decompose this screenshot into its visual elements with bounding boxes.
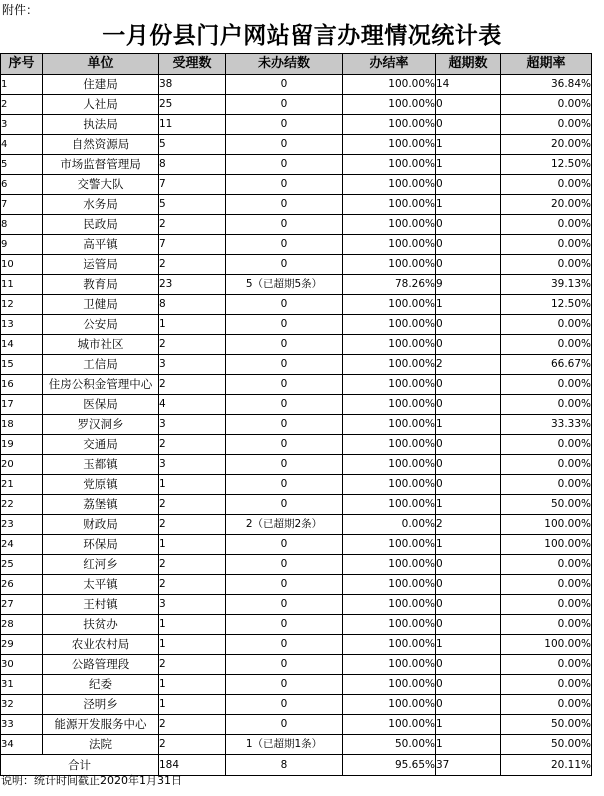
- cell-accepted: 2: [159, 495, 226, 515]
- cell-accepted: 11: [159, 115, 226, 135]
- cell-unit: 法院: [43, 735, 159, 755]
- cell-overdue-rate: 0.00%: [501, 235, 592, 255]
- cell-overdue: 1: [436, 635, 501, 655]
- footnote: 说明：统计时间截止2020年1月31日: [1, 774, 182, 787]
- cell-overdue: 0: [436, 675, 501, 695]
- cell-overdue-rate: 0.00%: [501, 675, 592, 695]
- cell-overdue: 0: [436, 215, 501, 235]
- table-row: [1, 395, 592, 415]
- table-row: [1, 555, 592, 575]
- cell-index: 33: [1, 715, 43, 735]
- cell-index: 34: [1, 735, 43, 755]
- cell-unfinished: 1（已超期1条）: [226, 735, 343, 755]
- cell-overdue: 0: [436, 315, 501, 335]
- cell-overdue-rate: 0.00%: [501, 595, 592, 615]
- cell-completion-rate: 100.00%: [343, 295, 436, 315]
- table-row: [1, 135, 592, 155]
- table-row: [1, 315, 592, 335]
- cell-unit: 泾明乡: [43, 695, 159, 715]
- cell-unfinished: 0: [226, 315, 343, 335]
- cell-unit: 农业农村局: [43, 635, 159, 655]
- cell-unfinished: 0: [226, 75, 343, 95]
- table-row: [1, 355, 592, 375]
- cell-overdue: 0: [436, 475, 501, 495]
- cell-completion-rate: 100.00%: [343, 615, 436, 635]
- cell-unit: 党原镇: [43, 475, 159, 495]
- cell-overdue-rate: 0.00%: [501, 695, 592, 715]
- cell-unfinished: 0: [226, 415, 343, 435]
- table-row: [1, 75, 592, 95]
- cell-unit: 玉都镇: [43, 455, 159, 475]
- cell-index: 26: [1, 575, 43, 595]
- cell-accepted: 2: [159, 255, 226, 275]
- cell-completion-rate: 100.00%: [343, 575, 436, 595]
- cell-overdue: 0: [436, 455, 501, 475]
- cell-accepted: 1: [159, 695, 226, 715]
- table-row: [1, 675, 592, 695]
- cell-overdue: 1: [436, 295, 501, 315]
- cell-accepted: 7: [159, 175, 226, 195]
- cell-unfinished: 0: [226, 655, 343, 675]
- cell-accepted: 38: [159, 75, 226, 95]
- cell-unfinished: 0: [226, 435, 343, 455]
- cell-overdue: 1: [436, 135, 501, 155]
- table-row: [1, 215, 592, 235]
- cell-unfinished: 0: [226, 195, 343, 215]
- cell-completion-rate: 100.00%: [343, 175, 436, 195]
- cell-index: 31: [1, 675, 43, 695]
- cell-overdue: 0: [436, 615, 501, 635]
- cell-unit: 罗汉洞乡: [43, 415, 159, 435]
- cell-overdue-rate: 0.00%: [501, 115, 592, 135]
- cell-unit: 人社局: [43, 95, 159, 115]
- cell-unit: 住建局: [43, 75, 159, 95]
- cell-completion-rate: 100.00%: [343, 555, 436, 575]
- total-overdue: 37: [436, 755, 501, 776]
- header-completion-rate: 办结率: [343, 54, 436, 75]
- cell-accepted: 2: [159, 435, 226, 455]
- cell-overdue: 0: [436, 575, 501, 595]
- total-overdue-rate: 20.11%: [501, 755, 592, 776]
- cell-overdue: 0: [436, 235, 501, 255]
- cell-overdue-rate: 0.00%: [501, 315, 592, 335]
- cell-overdue: 1: [436, 415, 501, 435]
- cell-overdue: 0: [436, 555, 501, 575]
- cell-overdue-rate: 0.00%: [501, 475, 592, 495]
- cell-index: 12: [1, 295, 43, 315]
- cell-unit: 能源开发服务中心: [43, 715, 159, 735]
- cell-accepted: 23: [159, 275, 226, 295]
- cell-index: 24: [1, 535, 43, 555]
- cell-overdue-rate: 0.00%: [501, 395, 592, 415]
- cell-unfinished: 2（已超期2条）: [226, 515, 343, 535]
- cell-unit: 交通局: [43, 435, 159, 455]
- cell-overdue-rate: 0.00%: [501, 575, 592, 595]
- table-row: [1, 255, 592, 275]
- cell-unit: 工信局: [43, 355, 159, 375]
- cell-overdue-rate: 0.00%: [501, 335, 592, 355]
- cell-overdue: 0: [436, 335, 501, 355]
- cell-overdue-rate: 12.50%: [501, 155, 592, 175]
- cell-overdue-rate: 36.84%: [501, 75, 592, 95]
- cell-unfinished: 0: [226, 395, 343, 415]
- cell-index: 7: [1, 195, 43, 215]
- cell-index: 17: [1, 395, 43, 415]
- cell-accepted: 2: [159, 335, 226, 355]
- header-overdue: 超期数: [436, 54, 501, 75]
- cell-completion-rate: 100.00%: [343, 535, 436, 555]
- cell-completion-rate: 100.00%: [343, 75, 436, 95]
- cell-accepted: 1: [159, 315, 226, 335]
- cell-index: 29: [1, 635, 43, 655]
- cell-completion-rate: 100.00%: [343, 635, 436, 655]
- cell-overdue-rate: 50.00%: [501, 735, 592, 755]
- table-row: [1, 95, 592, 115]
- cell-unfinished: 0: [226, 615, 343, 635]
- total-accepted: 184: [159, 755, 226, 776]
- cell-overdue: 1: [436, 535, 501, 555]
- cell-unfinished: 0: [226, 575, 343, 595]
- cell-unfinished: 0: [226, 235, 343, 255]
- cell-overdue: 9: [436, 275, 501, 295]
- cell-overdue: 2: [436, 515, 501, 535]
- cell-completion-rate: 50.00%: [343, 735, 436, 755]
- table-row: [1, 495, 592, 515]
- table-row: [1, 735, 592, 755]
- cell-overdue-rate: 0.00%: [501, 455, 592, 475]
- cell-index: 13: [1, 315, 43, 335]
- table-row: [1, 235, 592, 255]
- cell-accepted: 3: [159, 415, 226, 435]
- cell-overdue: 0: [436, 655, 501, 675]
- cell-accepted: 8: [159, 155, 226, 175]
- cell-overdue-rate: 66.67%: [501, 355, 592, 375]
- cell-completion-rate: 100.00%: [343, 395, 436, 415]
- cell-unfinished: 0: [226, 715, 343, 735]
- cell-overdue-rate: 100.00%: [501, 535, 592, 555]
- table-row: [1, 435, 592, 455]
- cell-unfinished: 0: [226, 155, 343, 175]
- table-row: [1, 175, 592, 195]
- cell-unfinished: 0: [226, 355, 343, 375]
- cell-overdue-rate: 0.00%: [501, 175, 592, 195]
- cell-unfinished: 0: [226, 455, 343, 475]
- cell-accepted: 1: [159, 635, 226, 655]
- cell-unfinished: 0: [226, 295, 343, 315]
- cell-completion-rate: 100.00%: [343, 195, 436, 215]
- cell-unfinished: 0: [226, 375, 343, 395]
- cell-accepted: 3: [159, 595, 226, 615]
- cell-unfinished: 0: [226, 475, 343, 495]
- cell-overdue: 1: [436, 495, 501, 515]
- statistics-table: [0, 53, 592, 776]
- total-label: 合计: [1, 755, 159, 776]
- cell-unfinished: 0: [226, 695, 343, 715]
- cell-unfinished: 0: [226, 555, 343, 575]
- cell-unit: 民政局: [43, 215, 159, 235]
- table-row: [1, 455, 592, 475]
- cell-completion-rate: 100.00%: [343, 695, 436, 715]
- cell-completion-rate: 100.00%: [343, 115, 436, 135]
- cell-overdue-rate: 0.00%: [501, 215, 592, 235]
- cell-index: 11: [1, 275, 43, 295]
- cell-overdue: 0: [436, 175, 501, 195]
- cell-index: 20: [1, 455, 43, 475]
- cell-overdue-rate: 20.00%: [501, 135, 592, 155]
- table-row: [1, 295, 592, 315]
- header-unfinished: 未办结数: [226, 54, 343, 75]
- cell-overdue: 0: [436, 95, 501, 115]
- cell-unit: 执法局: [43, 115, 159, 135]
- cell-completion-rate: 100.00%: [343, 335, 436, 355]
- cell-completion-rate: 100.00%: [343, 715, 436, 735]
- total-unfinished: 8: [226, 755, 343, 776]
- table-row: [1, 695, 592, 715]
- table-row: [1, 515, 592, 535]
- cell-unfinished: 0: [226, 215, 343, 235]
- cell-completion-rate: 100.00%: [343, 675, 436, 695]
- cell-overdue-rate: 0.00%: [501, 615, 592, 635]
- table-row: [1, 535, 592, 555]
- cell-overdue-rate: 0.00%: [501, 95, 592, 115]
- cell-accepted: 5: [159, 135, 226, 155]
- cell-unit: 教育局: [43, 275, 159, 295]
- header-accepted: 受理数: [159, 54, 226, 75]
- cell-accepted: 2: [159, 555, 226, 575]
- cell-unit: 扶贫办: [43, 615, 159, 635]
- cell-accepted: 2: [159, 215, 226, 235]
- cell-accepted: 3: [159, 355, 226, 375]
- cell-accepted: 1: [159, 535, 226, 555]
- cell-index: 27: [1, 595, 43, 615]
- table-row: [1, 195, 592, 215]
- cell-completion-rate: 100.00%: [343, 655, 436, 675]
- cell-completion-rate: 100.00%: [343, 495, 436, 515]
- cell-completion-rate: 100.00%: [343, 455, 436, 475]
- cell-index: 21: [1, 475, 43, 495]
- cell-completion-rate: 100.00%: [343, 435, 436, 455]
- table-row: [1, 475, 592, 495]
- cell-overdue: 0: [436, 595, 501, 615]
- cell-accepted: 2: [159, 715, 226, 735]
- cell-index: 25: [1, 555, 43, 575]
- table-row: [1, 415, 592, 435]
- cell-unit: 运管局: [43, 255, 159, 275]
- cell-unit: 太平镇: [43, 575, 159, 595]
- cell-overdue-rate: 100.00%: [501, 635, 592, 655]
- cell-unit: 王村镇: [43, 595, 159, 615]
- cell-unfinished: 0: [226, 255, 343, 275]
- table-row: [1, 115, 592, 135]
- cell-unit: 公安局: [43, 315, 159, 335]
- cell-accepted: 3: [159, 455, 226, 475]
- cell-index: 10: [1, 255, 43, 275]
- cell-overdue: 1: [436, 155, 501, 175]
- cell-completion-rate: 100.00%: [343, 95, 436, 115]
- cell-accepted: 25: [159, 95, 226, 115]
- cell-completion-rate: 100.00%: [343, 235, 436, 255]
- cell-unfinished: 0: [226, 535, 343, 555]
- cell-overdue-rate: 100.00%: [501, 515, 592, 535]
- cell-overdue: 0: [436, 255, 501, 275]
- table-row: [1, 655, 592, 675]
- table-row: [1, 275, 592, 295]
- cell-completion-rate: 100.00%: [343, 135, 436, 155]
- cell-index: 6: [1, 175, 43, 195]
- cell-index: 4: [1, 135, 43, 155]
- cell-unit: 自然资源局: [43, 135, 159, 155]
- cell-index: 14: [1, 335, 43, 355]
- table-row: [1, 375, 592, 395]
- cell-unfinished: 0: [226, 635, 343, 655]
- cell-overdue-rate: 20.00%: [501, 195, 592, 215]
- table-row: [1, 595, 592, 615]
- cell-unfinished: 0: [226, 595, 343, 615]
- cell-overdue-rate: 0.00%: [501, 435, 592, 455]
- cell-unit: 纪委: [43, 675, 159, 695]
- cell-accepted: 2: [159, 515, 226, 535]
- cell-index: 15: [1, 355, 43, 375]
- cell-accepted: 8: [159, 295, 226, 315]
- cell-unfinished: 0: [226, 495, 343, 515]
- table-row: [1, 335, 592, 355]
- cell-completion-rate: 78.26%: [343, 275, 436, 295]
- cell-overdue-rate: 12.50%: [501, 295, 592, 315]
- cell-accepted: 1: [159, 475, 226, 495]
- table-header-row: [1, 54, 592, 75]
- cell-completion-rate: 100.00%: [343, 475, 436, 495]
- cell-unit: 住房公积金管理中心: [43, 375, 159, 395]
- cell-accepted: 2: [159, 655, 226, 675]
- cell-index: 1: [1, 75, 43, 95]
- cell-unit: 医保局: [43, 395, 159, 415]
- cell-unit: 公路管理段: [43, 655, 159, 675]
- cell-unfinished: 0: [226, 115, 343, 135]
- cell-completion-rate: 100.00%: [343, 595, 436, 615]
- cell-overdue-rate: 0.00%: [501, 375, 592, 395]
- page-title: 一月份县门户网站留言办理情况统计表: [102, 22, 502, 49]
- table-body: [1, 75, 592, 776]
- cell-index: 18: [1, 415, 43, 435]
- cell-unfinished: 0: [226, 335, 343, 355]
- cell-unit: 财政局: [43, 515, 159, 535]
- cell-overdue: 1: [436, 735, 501, 755]
- cell-overdue-rate: 50.00%: [501, 715, 592, 735]
- cell-unfinished: 0: [226, 95, 343, 115]
- cell-index: 5: [1, 155, 43, 175]
- table-row: [1, 615, 592, 635]
- cell-overdue: 2: [436, 355, 501, 375]
- cell-unit: 红河乡: [43, 555, 159, 575]
- cell-completion-rate: 100.00%: [343, 415, 436, 435]
- cell-index: 9: [1, 235, 43, 255]
- cell-index: 28: [1, 615, 43, 635]
- cell-unit: 城市社区: [43, 335, 159, 355]
- cell-unit: 交警大队: [43, 175, 159, 195]
- cell-unit: 水务局: [43, 195, 159, 215]
- cell-accepted: 2: [159, 375, 226, 395]
- table-row: [1, 575, 592, 595]
- cell-overdue: 1: [436, 195, 501, 215]
- cell-overdue-rate: 39.13%: [501, 275, 592, 295]
- cell-index: 16: [1, 375, 43, 395]
- cell-overdue-rate: 0.00%: [501, 555, 592, 575]
- cell-overdue: 0: [436, 435, 501, 455]
- cell-unfinished: 0: [226, 675, 343, 695]
- table-row: [1, 155, 592, 175]
- cell-completion-rate: 100.00%: [343, 315, 436, 335]
- cell-overdue: 0: [436, 395, 501, 415]
- cell-index: 32: [1, 695, 43, 715]
- header-index: 序号: [1, 54, 43, 75]
- cell-index: 23: [1, 515, 43, 535]
- cell-completion-rate: 0.00%: [343, 515, 436, 535]
- cell-unit: 环保局: [43, 535, 159, 555]
- cell-overdue-rate: 33.33%: [501, 415, 592, 435]
- cell-accepted: 7: [159, 235, 226, 255]
- cell-unit: 荔堡镇: [43, 495, 159, 515]
- cell-completion-rate: 100.00%: [343, 215, 436, 235]
- cell-accepted: 5: [159, 195, 226, 215]
- attachment-label: 附件：: [2, 3, 39, 17]
- cell-index: 19: [1, 435, 43, 455]
- cell-accepted: 4: [159, 395, 226, 415]
- cell-overdue-rate: 50.00%: [501, 495, 592, 515]
- cell-overdue: 0: [436, 375, 501, 395]
- cell-unfinished: 5（已超期5条）: [226, 275, 343, 295]
- cell-index: 8: [1, 215, 43, 235]
- header-overdue-rate: 超期率: [501, 54, 592, 75]
- cell-overdue: 14: [436, 75, 501, 95]
- cell-completion-rate: 100.00%: [343, 155, 436, 175]
- cell-overdue-rate: 0.00%: [501, 255, 592, 275]
- cell-unfinished: 0: [226, 175, 343, 195]
- cell-overdue: 0: [436, 115, 501, 135]
- cell-unit: 高平镇: [43, 235, 159, 255]
- cell-completion-rate: 100.00%: [343, 375, 436, 395]
- cell-accepted: 2: [159, 735, 226, 755]
- cell-index: 2: [1, 95, 43, 115]
- cell-index: 30: [1, 655, 43, 675]
- cell-unfinished: 0: [226, 135, 343, 155]
- cell-accepted: 1: [159, 675, 226, 695]
- cell-overdue-rate: 0.00%: [501, 655, 592, 675]
- cell-unit: 卫健局: [43, 295, 159, 315]
- cell-accepted: 1: [159, 615, 226, 635]
- header-unit: 单位: [43, 54, 159, 75]
- cell-overdue: 1: [436, 715, 501, 735]
- total-row: [1, 755, 592, 776]
- cell-index: 3: [1, 115, 43, 135]
- cell-completion-rate: 100.00%: [343, 355, 436, 375]
- cell-completion-rate: 100.00%: [343, 255, 436, 275]
- table-row: [1, 635, 592, 655]
- cell-index: 22: [1, 495, 43, 515]
- total-completion-rate: 95.65%: [343, 755, 436, 776]
- cell-overdue: 0: [436, 695, 501, 715]
- table-row: [1, 715, 592, 735]
- cell-unit: 市场监督管理局: [43, 155, 159, 175]
- cell-accepted: 2: [159, 575, 226, 595]
